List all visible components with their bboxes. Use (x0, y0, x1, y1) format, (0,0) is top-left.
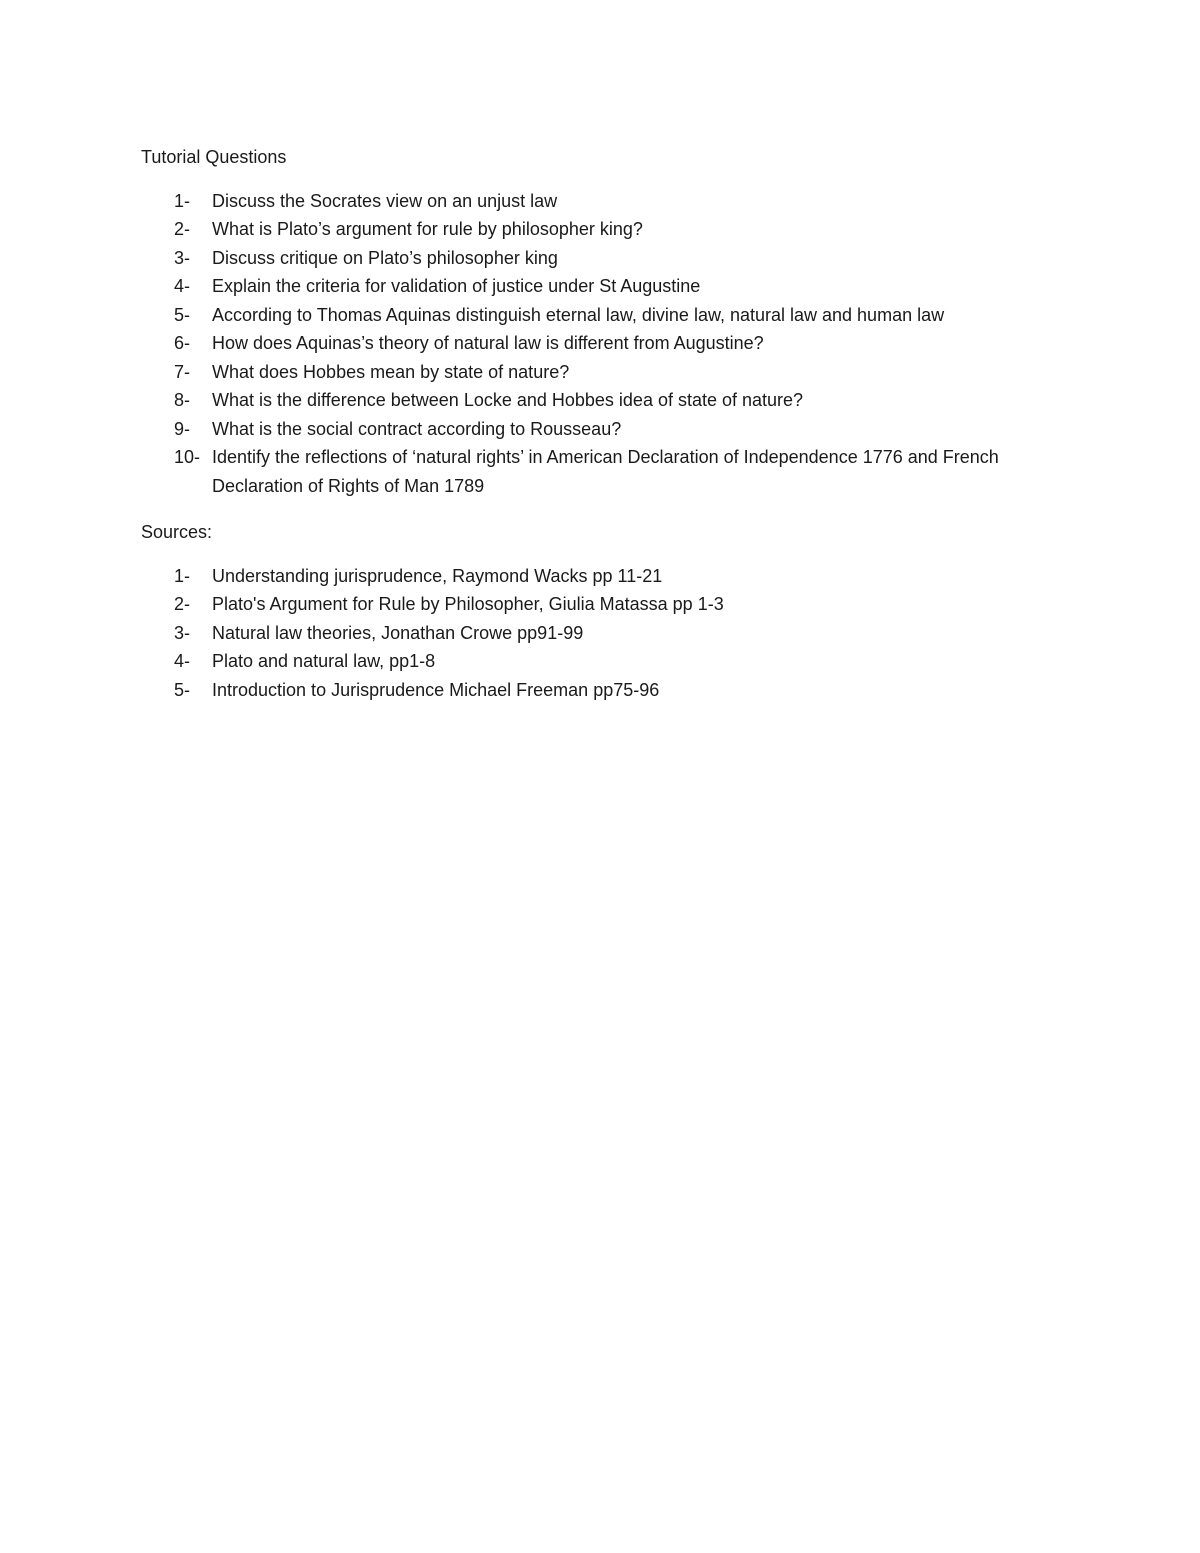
question-text: According to Thomas Aquinas distinguish eternal law, divine law, natural law and human law (212, 304, 945, 325)
question-text: Identify the reflections of ‘natural rights’ in American Declaration of Independence 1776 and French Declaration of Rights of Man 1789 (212, 447, 999, 496)
item-number: 1- (174, 565, 191, 586)
page-title: Tutorial Questions (141, 147, 287, 167)
list-item (141, 358, 1041, 387)
question-text: Discuss critique on Plato’s philosopher king (212, 247, 558, 268)
item-number: 10- (174, 447, 201, 467)
question-text: What is Plato’s argument for rule by philosopher king? (212, 219, 643, 239)
source-text: Plato's Argument for Rule by Philosopher, Giulia Matassa pp 1-3 (212, 594, 724, 614)
item-number: 5- (174, 679, 191, 700)
list-item (141, 272, 1041, 301)
item-number: 4- (174, 276, 191, 296)
item-number: 3- (174, 247, 191, 268)
item-number: 7- (174, 361, 191, 382)
list-item (141, 244, 1041, 273)
sources-list (141, 562, 1041, 705)
item-number: 3- (174, 622, 191, 643)
list-item (141, 562, 1041, 591)
source-text: Understanding jurisprudence, Raymond Wacks pp 11-21 (212, 565, 663, 586)
question-text: What is the social contract according to Rousseau? (212, 418, 622, 439)
list-item (141, 301, 1041, 330)
question-text: What is the difference between Locke and Hobbes idea of state of nature? (212, 390, 804, 410)
document-content (141, 143, 1041, 704)
list-item (141, 590, 1041, 619)
source-text: Plato and natural law, pp1-8 (212, 651, 436, 671)
questions-list (141, 187, 1041, 501)
question-text: Discuss the Socrates view on an unjust law (212, 190, 558, 211)
list-item (141, 415, 1041, 444)
list-item (141, 187, 1041, 216)
source-text: Natural law theories, Jonathan Crowe pp91-99 (212, 622, 584, 643)
item-number: 4- (174, 651, 191, 671)
question-text: What does Hobbes mean by state of nature? (212, 361, 570, 382)
list-item (141, 619, 1041, 648)
item-number: 8- (174, 390, 191, 410)
item-number: 1- (174, 190, 191, 211)
item-number: 2- (174, 594, 191, 614)
item-number: 5- (174, 304, 191, 325)
source-text: Introduction to Jurisprudence Michael Freeman pp75-96 (212, 679, 660, 700)
list-item (141, 647, 1041, 676)
item-number: 6- (174, 333, 191, 353)
item-number: 2- (174, 219, 191, 239)
list-item (141, 386, 1041, 415)
question-text: How does Aquinas’s theory of natural law is different from Augustine? (212, 333, 764, 353)
item-number: 9- (174, 418, 191, 439)
list-item (141, 443, 1041, 500)
list-item (141, 329, 1041, 358)
sources-heading: Sources: (141, 522, 213, 542)
list-item (141, 215, 1041, 244)
list-item (141, 676, 1041, 705)
question-text: Explain the criteria for validation of justice under St Augustine (212, 276, 701, 296)
